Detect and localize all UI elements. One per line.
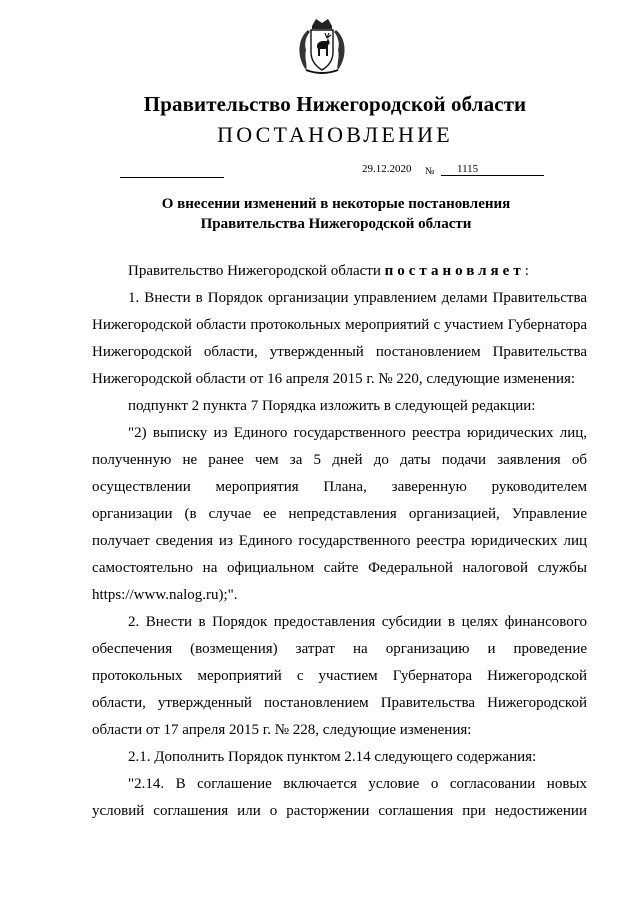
document-number: 1115 (441, 163, 544, 176)
paragraph-1: 1. Внести в Порядок организации управлением делами Правительства Нижегородской области протокольных мероприятий с участием Губернатора Нижегородской области, утвержденный постановлением Правительства Нижегородской области от 16 апреля 2015 г. № 220, следующие изменения: (92, 290, 587, 387)
document-body (92, 258, 587, 825)
paragraph-4: 2. Внести в Порядок предоставления субсидии в целях финансового обеспечения (возмещения) затрат на организацию и проведение протокольных мероприятий с участием Губернатора Нижегородской области, утвержденный постановлением Правительства Нижегородской области от 17 апреля 2015 г. № 228, следующие изменения: (92, 614, 587, 738)
document-type: ПОСТАНОВЛЕНИЕ (217, 122, 453, 147)
document-subject (0, 194, 640, 234)
intro-colon: : (524, 263, 529, 279)
intro-keyword: постановляет (384, 263, 525, 279)
paragraph-5: 2.1. Дополнить Порядок пунктом 2.14 следующего содержания: (128, 749, 537, 765)
subject-line-2: Правительства Нижегородской области (200, 216, 472, 232)
paragraph-6: "2.14. В соглашение включается условие о согласовании новых условий соглашения или о расторжении соглашения при недостижении (92, 776, 587, 819)
blank-date-line (120, 177, 224, 178)
coat-of-arms-icon (294, 16, 350, 76)
document-number-label: № (425, 166, 435, 177)
intro-text: Правительство Нижегородской области (128, 263, 385, 279)
paragraph-3: "2) выписку из Единого государственного реестра юридических лиц, полученную не ранее чем за 5 дней до даты подачи заявления об осуществлении мероприятия Плана, заверенную руководителем организации (в случае ее непредставления организацией, Управление получает сведения из Единого государственного реестра юридических лиц самостоятельно на официальном сайте Федеральной налоговой службы https://www.nalog.ru);". (92, 425, 587, 603)
document-date: 29.12.2020 (362, 163, 412, 175)
organization-title: Правительство Нижегородской области (143, 92, 527, 116)
paragraph-2: подпункт 2 пункта 7 Порядка изложить в следующей редакции: (128, 398, 536, 414)
intro-paragraph (92, 258, 587, 285)
subject-line-1: О внесении изменений в некоторые постановления (161, 196, 511, 212)
